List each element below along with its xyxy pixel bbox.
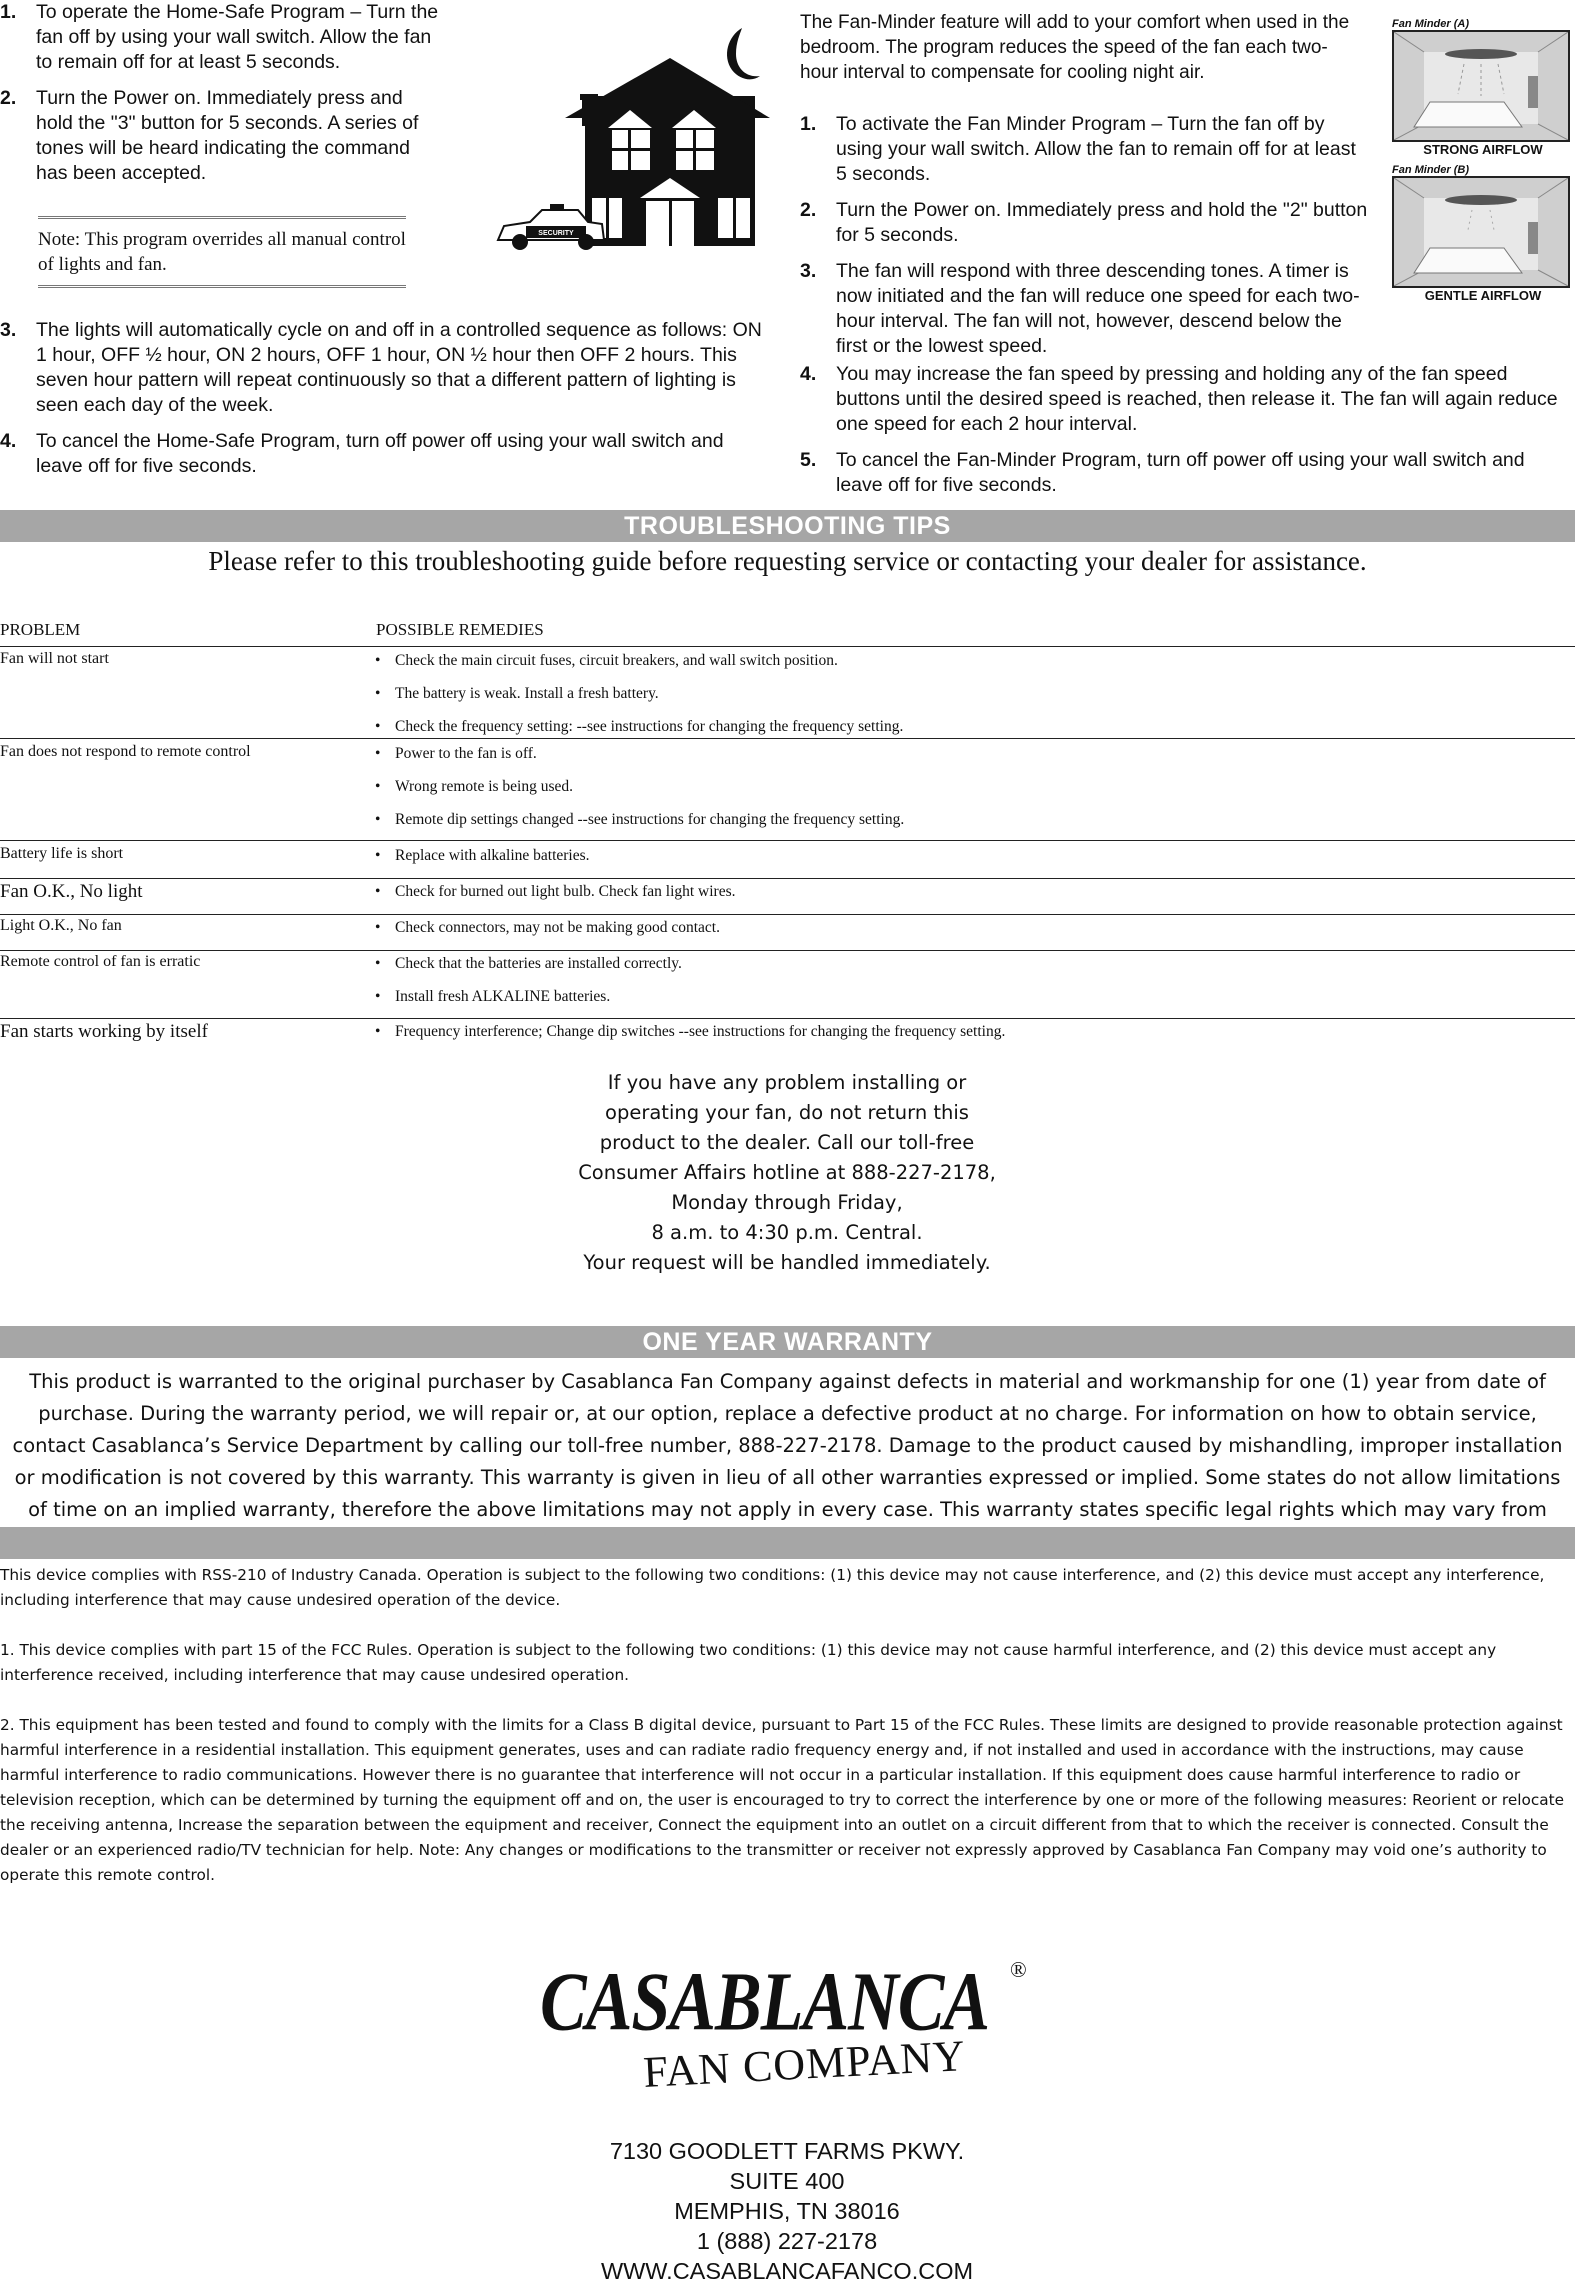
remedies-cell [375,843,590,876]
logo-wordmark: CASABLANCA [540,1956,990,2049]
remedy: • Power to the fan is off. [375,741,904,774]
fan-minder-figure-a [1392,18,1574,158]
list-item: 5. To cancel the Fan-Minder Program, turn off power off using your wall switch and leave off for five seconds. [800,449,1525,496]
compliance-section [0,1563,1572,1888]
figure-caption: Fan Minder (B) [1392,164,1469,176]
table-row [0,648,1575,739]
warranty-heading: ONE YEAR WARRANTY [0,1326,1575,1358]
remedies-cell [375,648,903,747]
list-item: 4. You may increase the fan speed by pressing and holding any of the fan speed buttons until the desired speed is reached, then release it. The fan will again reduce one speed for each 2 hour interval. [800,363,1558,435]
fan-minder-steps-wide [800,362,1575,509]
problem-cell: Remote control of fan is erratic [0,953,201,970]
moon-icon [727,28,760,79]
svg-text:SECURITY: SECURITY [538,230,574,237]
problem-cell: Battery life is short [0,845,124,862]
remedy: • Replace with alkaline batteries. [375,843,590,876]
remedies-cell [375,951,682,1017]
home-safe-steps [0,0,440,186]
remedy: • Check the main circuit fuses, circuit breakers, and wall switch position. [375,648,903,681]
house-illustration [490,18,780,258]
problem-cell: Fan will not start [0,650,109,667]
list-item: 1. To operate the Home-Safe Program – Turn the fan off by using your wall switch. Allow the fan to remain off for at least 5 seconds. [0,1,439,73]
table-row [0,879,1575,915]
figure-label: GENTLE AIRFLOW [1424,288,1542,303]
troubleshooting-subheading: Please refer to this troubleshooting guide before requesting service or contacting your dealer for assistance. [208,546,1367,576]
hotline-notice: If you have any problem installing or operating your fan, do not return this product to the dealer. Call our toll-free Consumer Affairs hotline at 888-227-2178, Monday through Friday, 8 a.m. to 4:30 p.m. Central. Your request will be handled immediately. [578,1071,996,1274]
list-item: 1. To activate the Fan Minder Program – Turn the fan off by using your wall switch. Allow the fan to remain off for at least 5 seconds. [800,113,1356,185]
casablanca-logo [540,1955,1040,2115]
fan-minder-steps [800,112,1370,370]
table-row [0,915,1575,951]
compliance-paragraph: 1. This device complies with part 15 of the FCC Rules. Operation is subject to the following two conditions: (1) this device may not cause harmful interference, and (2) this device must accept any interference received, including interference that may cause undesired operation. [0,1641,1497,1684]
remedy: • Frequency interference; Change dip switches --see instructions for changing the frequency setting. [375,1019,1005,1052]
logo-registered: ® [1010,1957,1027,1982]
fan-minder-intro: The Fan-Minder feature will add to your comfort when used in the bedroom. The program reduces the speed of the fan each two-hour interval to compensate for cooling night air. [800,12,1350,83]
company-address: 7130 GOODLETT FARMS PKWY. SUITE 400 MEMPHIS, TN 38016 1 (888) 227-2178 WWW.CASABLANCAFANCO.COM [487,2136,1087,2286]
remedy: • The battery is weak. Install a fresh battery. [375,681,903,714]
table-row [0,741,1575,841]
problem-cell: Fan does not respond to remote control [0,743,251,760]
remedy: • Remote dip settings changed --see instructions for changing the frequency setting. [375,807,904,840]
table-header-rule [0,646,1575,647]
home-safe-note: Note: This program overrides all manual control of lights and fan. [38,216,406,288]
table-row [0,1019,1575,1055]
home-safe-steps-continued [0,318,770,490]
website-link[interactable]: WWW.CASABLANCAFANCO.COM [600,2258,974,2284]
compliance-paragraph: This device complies with RSS-210 of Industry Canada. Operation is subject to the following two conditions: (1) this device may not cause interference, and (2) this device must accept any interference, including interference that may cause undesired operation of the device. [0,1566,1545,1609]
bedroom-image [1392,176,1570,288]
figure-label: STRONG AIRFLOW [1423,142,1543,157]
list-item: 3. The lights will automatically cycle on and off in a controlled sequence as follows: ON 1 hour, OFF ½ hour, ON 2 hours, OFF 1 hour, ON ½ hour then OFF 2 hours. This seven hour pattern will repeat continuously so that a different pattern of lighting is seen each day of the week. [0,319,762,416]
compliance-paragraph: 2. This equipment has been tested and found to comply with the limits for a Class B digital device, pursuant to Part 15 of the FCC Rules. These limits are designed to provide reasonable protection against harmful interference in a residential installation. This equipment generates, uses and can radiate radio frequency energy and, if not installed and used in accordance with the instructions, may cause harmful interference to radio communications. However there is no guarantee that interference will not occur in a particular installation. If this equipment does cause harmful interference to radio or television reception, which can be determined by turning the equipment off and on, the user is encouraged to try to correct the interference by one or more of the following measures: Reorient or relocate the receiving antenna, Increase the separation between the equipment and receiver, Connect the equipment into an outlet on a circuit different from that to which the receiver is connected. Consult the dealer or an experienced radio/TV technician for help. Note: Any changes or modifications to the transmitter or receiver not expressly approved by Casablanca Fan Company may void one’s authority to operate this remote control. [0,1716,1565,1884]
remedy: • Check the frequency setting: --see instructions for changing the frequency setting. [375,714,903,747]
fan-minder-figure-b [1392,164,1574,304]
list-item: 2. Turn the Power on. Immediately press and hold the "3" button for 5 seconds. A series of tones will be heard indicating the command has been accepted. [0,87,419,184]
compliance-divider [0,1527,1575,1559]
table-row [0,951,1575,1019]
remedies-cell [375,1019,1005,1052]
list-item: 4. To cancel the Home-Safe Program, turn off power off using your wall switch and leave off for five seconds. [0,430,724,477]
remedy: • Wrong remote is being used. [375,774,904,807]
list-item: 2. Turn the Power on. Immediately press and hold the "2" button for 5 seconds. [800,199,1368,246]
logo-subtitle: FAN COMPANY [642,2031,967,2097]
troubleshooting-heading: TROUBLESHOOTING TIPS [0,510,1575,542]
col-header-problem: PROBLEM [0,620,81,639]
bedroom-image [1392,30,1570,142]
list-item: 3. The fan will respond with three descending tones. A timer is now initiated and the fan will reduce one speed for each two-hour interval. The fan will not, however, descend below the first or the lowest speed. [800,260,1360,357]
remedy: • Check connectors, may not be making good contact. [375,915,720,948]
remedies-cell [375,741,904,840]
problem-cell: Light O.K., No fan [0,917,122,934]
remedy: • Check that the batteries are installed correctly. [375,951,682,984]
remedies-cell [375,879,736,912]
home-safe-section [0,0,440,197]
remedy: • Check for burned out light bulb. Check fan light wires. [375,879,736,912]
remedies-cell [375,915,720,948]
remedy: • Install fresh ALKALINE batteries. [375,984,682,1017]
col-header-remedies: POSSIBLE REMEDIES [376,620,544,639]
problem-cell: Fan starts working by itself [0,1021,208,1042]
table-row [0,843,1575,879]
warranty-text: This product is warranted to the original purchaser by Casablanca Fan Company against defects in material and workmanship for one (1) year from date of purchase. During the warranty period, we will repair or, at our option, replace a defective product at no charge. For information on how to obtain service, contact Casablanca’s Service Department by calling our toll-free number, 888-227-2178. Damage to the product caused by mishandling, improper installation or modification is not covered by this warranty. This warranty is given in lieu of all other warranties expressed or implied. Some states do not allow limitations of time on an implied warranty, therefore the above limitations may not apply in every case. This warranty states specific legal rights which may vary from [12,1370,1563,1521]
problem-cell: Fan O.K., No light [0,881,143,902]
figure-caption: Fan Minder (A) [1392,18,1469,30]
